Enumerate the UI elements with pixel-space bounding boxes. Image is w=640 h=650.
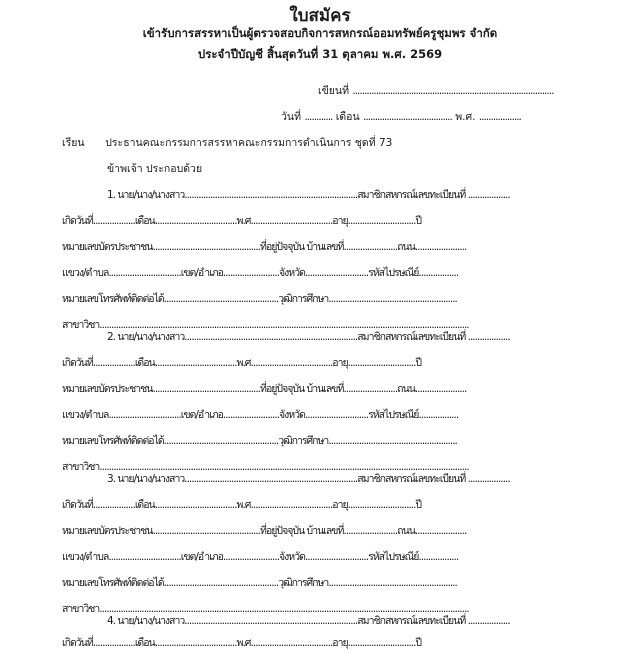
id-address-line[interactable]: หมายเลขบัตรประชาชน..............................................ที่อยู่ปัจจุบัน บ้านเลขที่.......................ถนน...................... <box>62 241 467 253</box>
birth-line[interactable]: เกิดวันที่..................เดือน...................................พ.ศ...................................อายุ.............................ปี <box>62 215 422 227</box>
applicant-heading[interactable]: 4. นาย/นาง/นางสาว..........................................................................สมาชิกสหกรณ์เลขทะเบียนที่ .................. <box>107 615 510 627</box>
year-field[interactable]: .................. <box>478 111 521 123</box>
applicant-heading[interactable]: 2. นาย/นาง/นางสาว..........................................................................สมาชิกสหกรณ์เลขทะเบียนที่ .................. <box>107 331 510 343</box>
form-subtitle: เข้ารับการสรรหาเป็นผู้ตรวจสอบกิจการสหกรณ์ออมทรัพย์ครูชุมพร จำกัด <box>142 26 498 40</box>
date-label: วันที่ <box>281 111 301 123</box>
id-address-line[interactable]: หมายเลขบัตรประชาชน..............................................ที่อยู่ปัจจุบัน บ้านเลขที่.......................ถนน...................... <box>62 525 467 537</box>
major-line[interactable]: สาขาวิชา.............................................................................................................................................................. <box>62 461 469 473</box>
applicant-heading[interactable]: 3. นาย/นาง/นางสาว..........................................................................สมาชิกสหกรณ์เลขทะเบียนที่ .................. <box>107 473 510 485</box>
year-label: พ.ศ. <box>455 111 476 123</box>
month-label: เดือน <box>335 111 360 123</box>
form-fiscal-year: ประจำปีบัญชี สิ้นสุดวันที่ 31 ตุลาคม พ.ศ. 2569 <box>197 47 443 61</box>
major-line[interactable]: สาขาวิชา.............................................................................................................................................................. <box>62 603 469 615</box>
birth-line[interactable]: เกิดวันที่..................เดือน...................................พ.ศ...................................อายุ.............................ปี <box>62 499 422 511</box>
month-field[interactable]: ...................................... <box>363 111 452 123</box>
phone-education-line[interactable]: หมายเลขโทรศัพท์ติดต่อได้.................................................วุฒิการศึกษา....................................................... <box>62 293 457 305</box>
phone-education-line[interactable]: หมายเลขโทรศัพท์ติดต่อได้.................................................วุฒิการศึกษา....................................................... <box>62 435 457 447</box>
written-at-field[interactable]: ...................................................................................... <box>352 85 554 97</box>
date-line <box>281 110 521 124</box>
intro-text: ข้าพเจ้า ประกอบด้วย <box>107 163 203 175</box>
written-at-label: เขียนที่ <box>318 85 350 97</box>
to-text: ประธานคณะกรรมการสรรหาคณะกรรมการดำเนินการ ชุดที่ 73 <box>105 137 393 149</box>
to-label: เรียน <box>62 137 85 149</box>
form-title: ใบสมัคร <box>289 6 351 26</box>
subdistrict-line[interactable]: แขวง/ตำบล...............................เขต/อำเภอ........................จังหวัด...........................รหัสไปรษณีย์................. <box>62 551 459 563</box>
birth-line[interactable]: เกิดวันที่..................เดือน...................................พ.ศ...................................อายุ.............................ปี <box>62 637 422 649</box>
applicant-heading[interactable]: 1. นาย/นาง/นางสาว..........................................................................สมาชิกสหกรณ์เลขทะเบียนที่ .................. <box>107 189 510 201</box>
day-field[interactable]: ............ <box>304 111 333 123</box>
written-at-line <box>318 84 553 98</box>
phone-education-line[interactable]: หมายเลขโทรศัพท์ติดต่อได้.................................................วุฒิการศึกษา....................................................... <box>62 577 457 589</box>
subdistrict-line[interactable]: แขวง/ตำบล...............................เขต/อำเภอ........................จังหวัด...........................รหัสไปรษณีย์................. <box>62 409 459 421</box>
addressee-line <box>62 136 392 150</box>
major-line[interactable]: สาขาวิชา.............................................................................................................................................................. <box>62 319 469 331</box>
subdistrict-line[interactable]: แขวง/ตำบล...............................เขต/อำเภอ........................จังหวัด...........................รหัสไปรษณีย์................. <box>62 267 459 279</box>
id-address-line[interactable]: หมายเลขบัตรประชาชน..............................................ที่อยู่ปัจจุบัน บ้านเลขที่.......................ถนน...................... <box>62 383 467 395</box>
birth-line[interactable]: เกิดวันที่..................เดือน...................................พ.ศ...................................อายุ.............................ปี <box>62 357 422 369</box>
